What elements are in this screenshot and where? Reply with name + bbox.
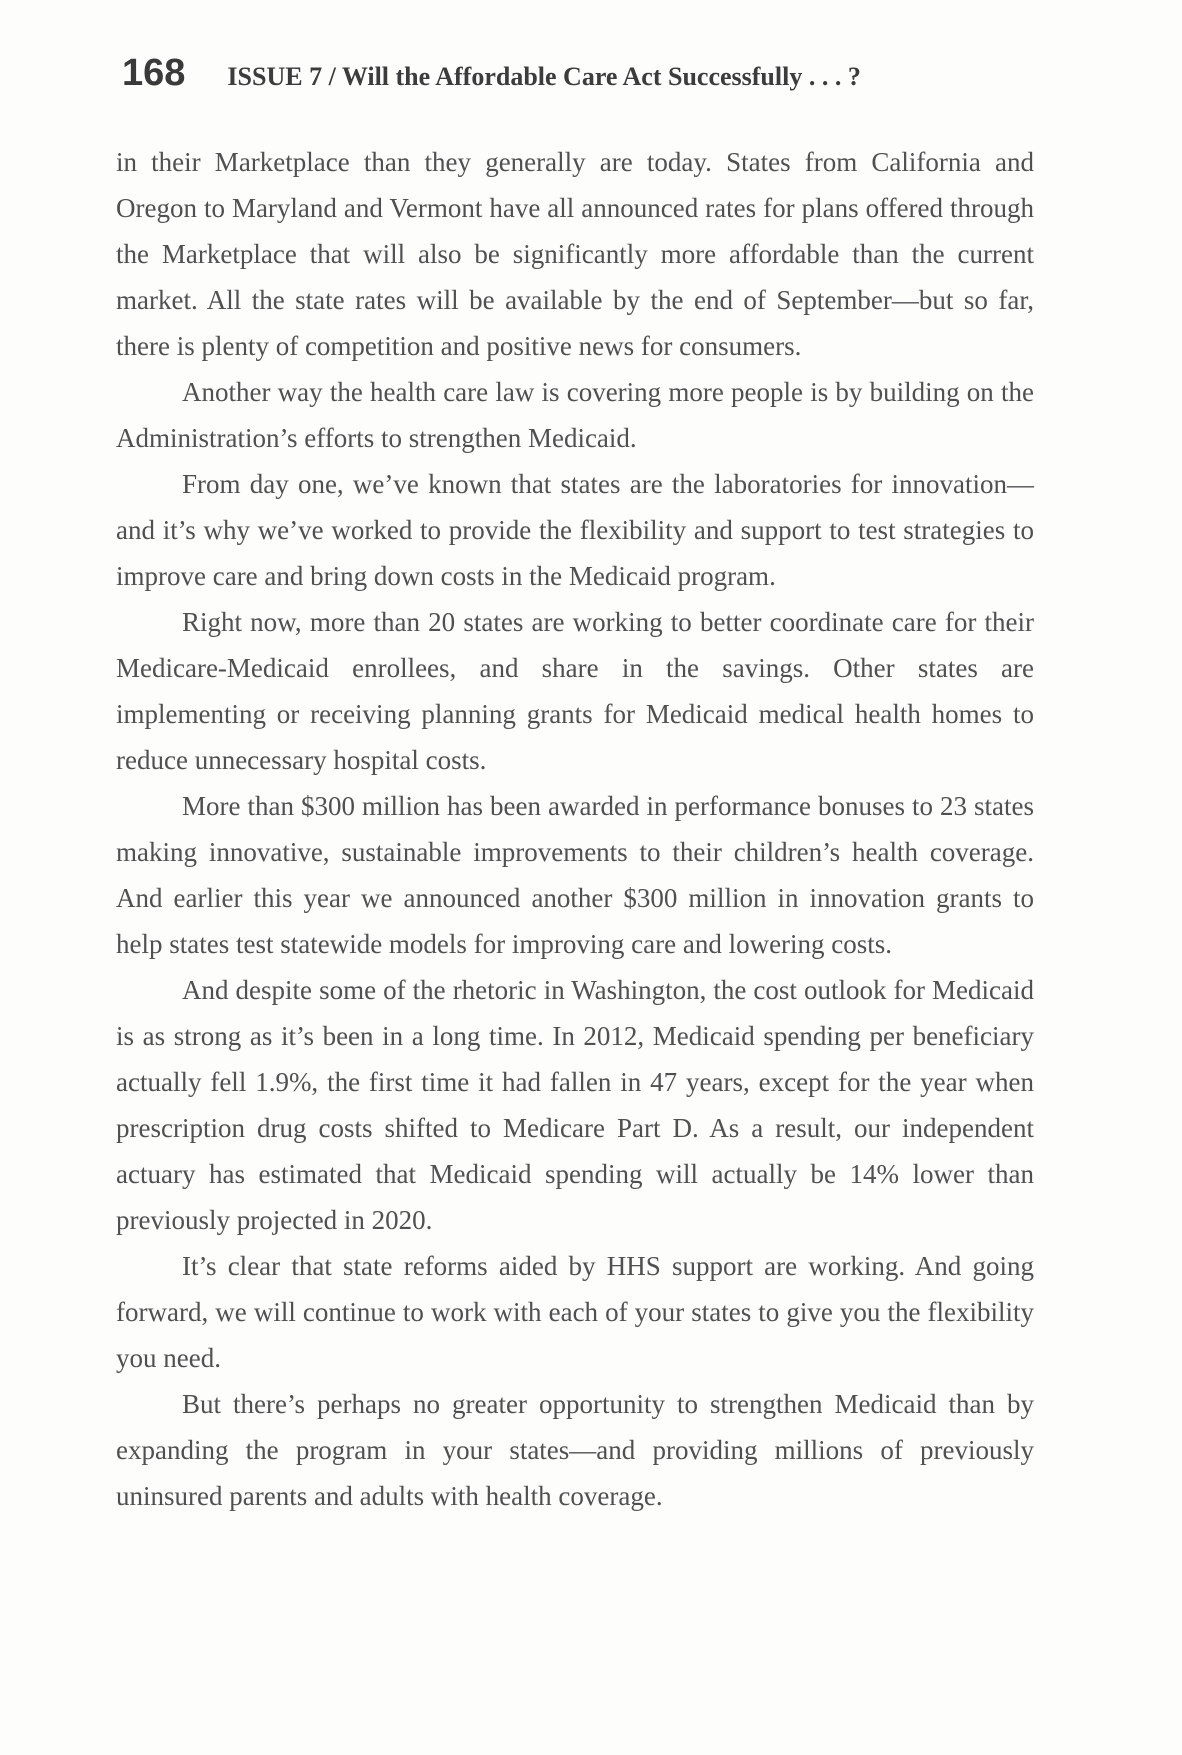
paragraph-1: in their Marketplace than they generally are today. States from California and Oregon to Maryland and Vermont have all announced rates for plans offered through the Marketplace that will also be significantly more affordable than the current market. All the state rates will be available by the end of September—but so far, there is plenty of competition and positive news for consumers. xyxy=(116,147,1034,361)
paragraph-3: From day one, we’ve known that states are the laboratories for innovation—and it’s why we’ve worked to provide the flexibility and support to test strategies to improve care and bring down costs in the Medicaid program. xyxy=(116,469,1034,591)
paragraph-8: But there’s perhaps no greater opportunity to strengthen Medicaid than by expanding the program in your states—and providing millions of previously uninsured parents and adults with health coverage. xyxy=(116,1389,1034,1511)
paragraph-6: And despite some of the rhetoric in Washington, the cost outlook for Medicaid is as strong as it’s been in a long time. In 2012, Medicaid spending per beneficiary actually fell 1.9%, the first time it had fallen in 47 years, except for the year when prescription drug costs shifted to Medicare Part D. As a result, our independent actuary has estimated that Medicaid spending will actually be 14% lower than previously projected in 2020. xyxy=(116,975,1034,1235)
running-head xyxy=(122,52,1062,95)
running-head-title: ISSUE 7 / Will the Affordable Care Act Successfully . . . ? xyxy=(227,62,861,91)
page-number: 168 xyxy=(122,52,186,94)
paragraph-7: It’s clear that state reforms aided by HHS support are working. And going forward, we will continue to work with each of your states to give you the flexibility you need. xyxy=(116,1251,1034,1373)
body-text xyxy=(116,139,1034,1519)
paragraph-4: Right now, more than 20 states are working to better coordinate care for their Medicare-Medicaid enrollees, and share in the savings. Other states are implementing or receiving planning grants for Medicaid medical health homes to reduce unnecessary hospital costs. xyxy=(116,607,1034,775)
paragraph-5: More than $300 million has been awarded in performance bonuses to 23 states making innovative, sustainable improvements to their children’s health coverage. And earlier this year we announced another $300 million in innovation grants to help states test statewide models for improving care and lowering costs. xyxy=(116,791,1034,959)
paragraph-2: Another way the health care law is covering more people is by building on the Administration’s efforts to strengthen Medicaid. xyxy=(116,377,1034,453)
